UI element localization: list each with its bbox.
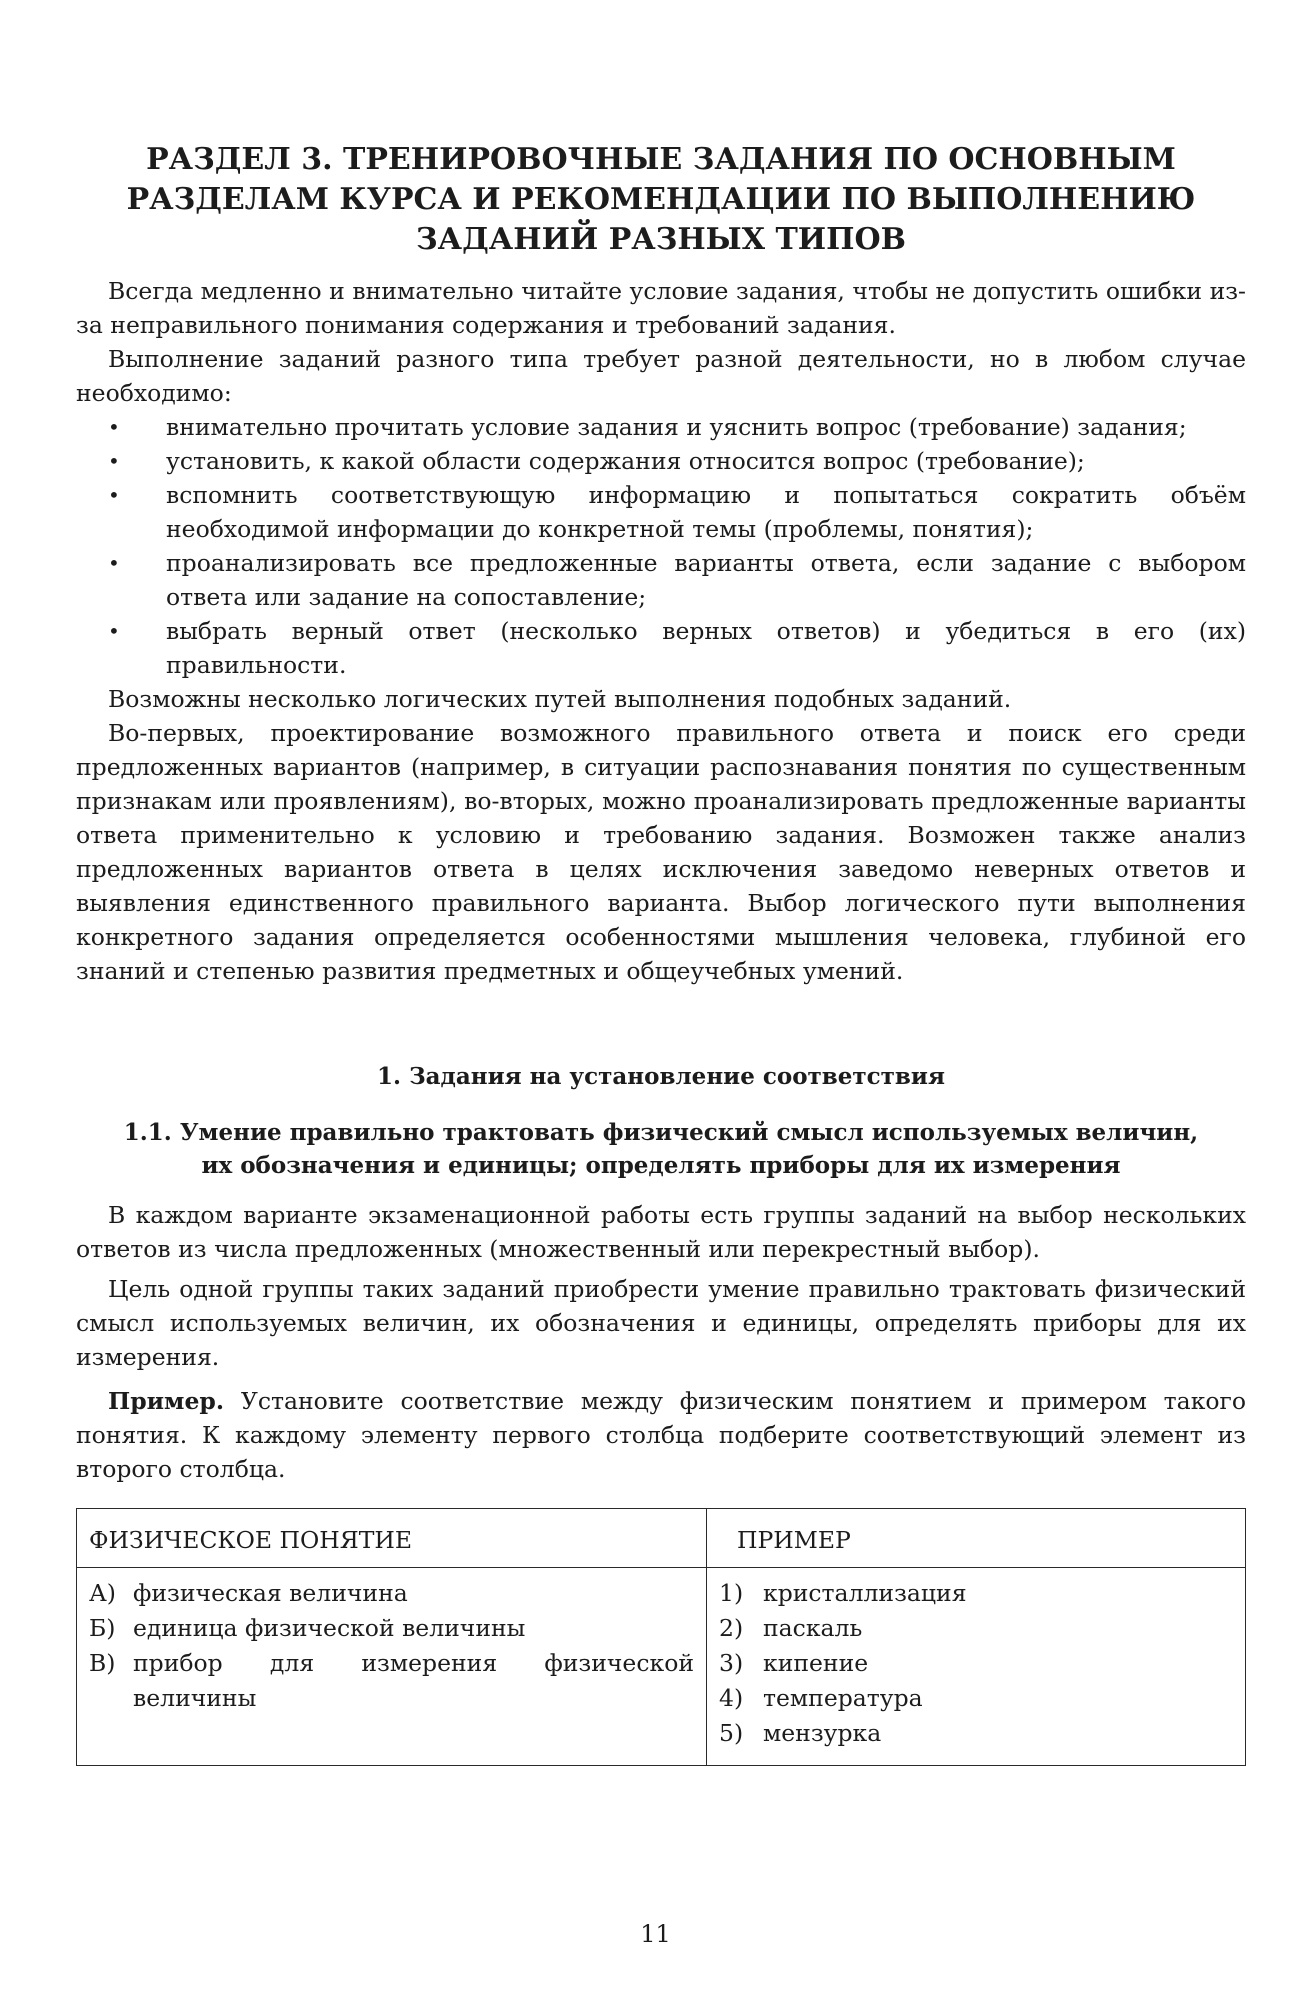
item-text: мензурка <box>763 1719 882 1747</box>
list-item <box>89 1611 694 1646</box>
item-key: 3) <box>719 1649 744 1677</box>
list-item <box>719 1646 1233 1681</box>
intro-paragraph-2: Выполнение заданий разного типа требует разной деятельности, но в любом случае необходимо: <box>76 345 1246 407</box>
section-paragraph-1: В каждом варианте экзаменационной работы есть группы заданий на выбор нескольких ответов из числа предложенных (множественный или перекрестный выбор). <box>76 1201 1246 1263</box>
intro-paragraph-1: Всегда медленно и внимательно читайте условие задания, чтобы не допустить ошибки из-за неправильного понимания содержания и требований задания. <box>76 277 1246 339</box>
item-text: прибор для измерения физической величины <box>133 1649 694 1712</box>
intro-paragraph-4: Во-первых, проектирование возможного правильного ответа и поиск его среди предложенных вариантов (например, в ситуации распознавания понятия по существенным признакам или проявлениям), во-вторых, можно проанализировать предложенные варианты ответа применительно к условию и требованию задания. Возможен также анализ предложенных вариантов ответа в целях исключения заведомо неверных ответов и выявления единственного правильного варианта. Выбор логического пути выполнения конкретного задания определяется особенностями мышления человека, глубиной его знаний и степенью развития предметных и общеучебных умений. <box>76 719 1246 985</box>
item-text: кипение <box>763 1649 869 1677</box>
item-text: паскаль <box>763 1614 863 1642</box>
list-item <box>719 1681 1233 1716</box>
subsection-heading <box>76 1116 1246 1182</box>
item-text: единица физической величины <box>133 1614 526 1642</box>
list-item <box>76 546 1246 614</box>
list-item-text: вспомнить соответствующую информацию и попытаться сократить объём необходимой информации до конкретной темы (проблемы, понятия); <box>166 481 1246 543</box>
item-key: 5) <box>719 1719 744 1747</box>
section-title-line-1: РАЗДЕЛ 3. ТРЕНИРОВОЧНЫЕ ЗАДАНИЯ ПО ОСНОВНЫМ <box>146 142 1176 177</box>
bullet-icon: • <box>108 449 120 473</box>
intro-paragraph-3: Возможны несколько логических путей выполнения подобных заданий. <box>108 685 1012 713</box>
table-header-row <box>77 1509 1246 1568</box>
item-key: Б) <box>89 1614 116 1642</box>
section-title-line-2: РАЗДЕЛАМ КУРСА И РЕКОМЕНДАЦИИ ПО ВЫПОЛНЕНИЮ <box>126 182 1196 217</box>
list-item <box>76 478 1246 546</box>
list-item <box>719 1716 1233 1751</box>
column-header-concept: ФИЗИЧЕСКОЕ ПОНЯТИЕ <box>77 1509 707 1568</box>
column-header-example: ПРИМЕР <box>707 1509 1246 1568</box>
item-key: А) <box>89 1579 116 1607</box>
example-label: Пример. <box>108 1387 225 1415</box>
list-item <box>76 614 1246 682</box>
list-item <box>89 1646 694 1716</box>
page-number: 11 <box>640 1920 671 1948</box>
requirements-list <box>76 410 1246 682</box>
list-item-text: проанализировать все предложенные варианты ответа, если задание с выбором ответа или задание на сопоставление; <box>166 549 1246 611</box>
list-item <box>89 1576 694 1611</box>
subsection-heading-line-2: их обозначения и единицы; определять приборы для их измерения <box>201 1152 1121 1179</box>
page-content <box>76 140 1246 1766</box>
section-heading: 1. Задания на установление соответствия <box>377 1063 945 1090</box>
item-text: температура <box>763 1684 923 1712</box>
section-paragraph-2: Цель одной группы таких заданий приобрести умение правильно трактовать физический смысл используемых величин, их обозначения и единицы, определять приборы для их измерения. <box>76 1275 1246 1371</box>
item-key: В) <box>89 1649 116 1677</box>
bullet-icon: • <box>108 483 120 507</box>
example-paragraph <box>76 1384 1246 1486</box>
section-title-line-3: ЗАДАНИЙ РАЗНЫХ ТИПОВ <box>416 222 906 257</box>
item-key: 1) <box>719 1579 744 1607</box>
bullet-icon: • <box>108 551 120 575</box>
concept-cell <box>77 1568 707 1766</box>
bullet-icon: • <box>108 415 120 439</box>
table-row <box>77 1568 1246 1766</box>
list-item <box>719 1576 1233 1611</box>
list-item <box>76 410 1246 444</box>
matching-table <box>76 1508 1246 1766</box>
example-text: Установите соответствие между физическим понятием и примером такого понятия. К каждому элементу первого столбца подберите соответствующий элемент из второго столбца. <box>76 1387 1246 1483</box>
item-text: физическая величина <box>133 1579 408 1607</box>
list-item-text: внимательно прочитать условие задания и уяснить вопрос (требование) задания; <box>166 413 1187 441</box>
item-text: кристаллизация <box>763 1579 967 1607</box>
list-item-text: установить, к какой области содержания относится вопрос (требование); <box>166 447 1085 475</box>
item-key: 2) <box>719 1614 744 1642</box>
list-item <box>76 444 1246 478</box>
subsection-heading-line-1: 1.1. Умение правильно трактовать физический смысл используемых величин, <box>123 1119 1199 1146</box>
list-item-text: выбрать верный ответ (несколько верных ответов) и убедиться в его (их) правильности. <box>166 617 1246 679</box>
example-cell <box>707 1568 1246 1766</box>
item-key: 4) <box>719 1684 744 1712</box>
list-item <box>719 1611 1233 1646</box>
section-title <box>76 140 1246 260</box>
bullet-icon: • <box>108 619 120 643</box>
